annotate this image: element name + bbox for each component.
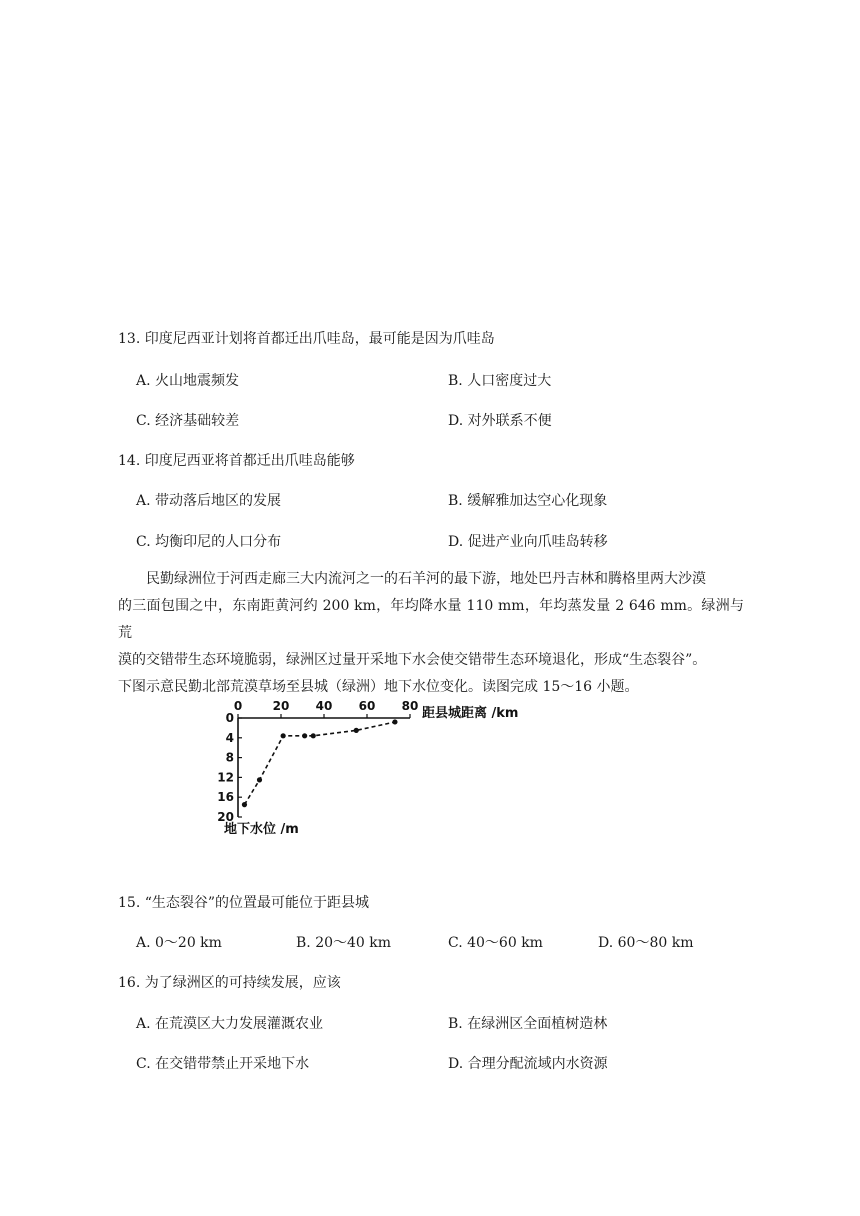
passage-line-3: 漠的交错带生态环境脆弱，绿洲区过量开采地下水会使交错带生态环境退化，形成“生态裂谷”。 (118, 652, 707, 668)
question-13-stem: 13. 印度尼西亚计划将首都迁出爪哇岛，最可能是因为爪哇岛 (118, 331, 495, 347)
y-tick-label: 4 (225, 730, 234, 745)
y-tick-label: 8 (225, 750, 234, 765)
question-14-option-c: C. 均衡印尼的人口分布 (136, 534, 282, 550)
x-tick-label: 0 (233, 699, 243, 713)
question-13-option-c: C. 经济基础较差 (136, 413, 240, 429)
x-axis-ticks (234, 699, 419, 718)
data-point (242, 802, 247, 807)
question-16-option-d: D. 合理分配流域内水资源 (448, 1056, 608, 1072)
question-16-option-a: A. 在荒漠区大力发展灌溉农业 (136, 1016, 324, 1032)
data-point (257, 777, 262, 782)
question-14-option-b: B. 缓解雅加达空心化现象 (448, 493, 608, 509)
x-tick-label: 40 (315, 699, 333, 713)
question-15-option-a: A. 0～20 km (136, 935, 222, 951)
data-point (311, 733, 316, 738)
y-tick-label: 16 (217, 790, 234, 805)
x-tick-label: 80 (401, 699, 419, 713)
passage-line-2: 的三面包围之中，东南距黄河约 200 km，年均降水量 110 mm，年均蒸发量 2 646 mm。绿洲与荒 (118, 598, 744, 641)
data-point (392, 719, 397, 724)
x-tick-label: 60 (358, 699, 376, 713)
y-tick-label: 20 (217, 810, 234, 824)
question-13-option-a: A. 火山地震频发 (136, 373, 240, 389)
reading-passage (118, 566, 744, 701)
question-13-option-d: D. 对外联系不便 (448, 413, 552, 429)
question-16-option-b: B. 在绿洲区全面植树造林 (448, 1016, 608, 1032)
passage-line-4: 下图示意民勤北部荒漠草场至县城（绿洲）地下水位变化。读图完成 15～16 小题。 (118, 679, 639, 695)
question-16-stem: 16. 为了绿洲区的可持续发展，应该 (118, 975, 341, 991)
data-point (302, 733, 307, 738)
question-15-stem: 15. “生态裂谷”的位置最可能位于距县城 (118, 895, 370, 911)
y-tick-label: 0 (225, 711, 234, 725)
question-15-option-d: D. 60～80 km (598, 935, 694, 951)
groundwater-level-chart (208, 690, 568, 840)
question-14-option-d: D. 促进产业向爪哇岛转移 (448, 534, 608, 550)
question-14-stem: 14. 印度尼西亚将首都迁出爪哇岛能够 (118, 453, 355, 469)
data-point (281, 733, 286, 738)
question-16-option-c: C. 在交错带禁止开采地下水 (136, 1056, 310, 1072)
x-tick-label: 20 (272, 699, 290, 713)
series-points (242, 719, 398, 807)
y-axis-label: 地下水位 /m (224, 822, 299, 837)
question-14-option-a: A. 带动落后地区的发展 (136, 493, 282, 509)
chart-axes (238, 718, 410, 817)
passage-line-1: 民勤绿洲位于河西走廊三大内流河之一的石羊河的最下游，地处巴丹吉林和腾格里两大沙漠 (146, 571, 706, 587)
y-tick-label: 12 (217, 770, 234, 785)
data-point (354, 728, 359, 733)
x-axis-label: 距县城距离 /km (422, 706, 519, 721)
question-15-option-b: B. 20～40 km (296, 935, 392, 951)
question-13-option-b: B. 人口密度过大 (448, 373, 552, 389)
question-15-option-c: C. 40～60 km (448, 935, 543, 951)
series-line (245, 722, 395, 805)
